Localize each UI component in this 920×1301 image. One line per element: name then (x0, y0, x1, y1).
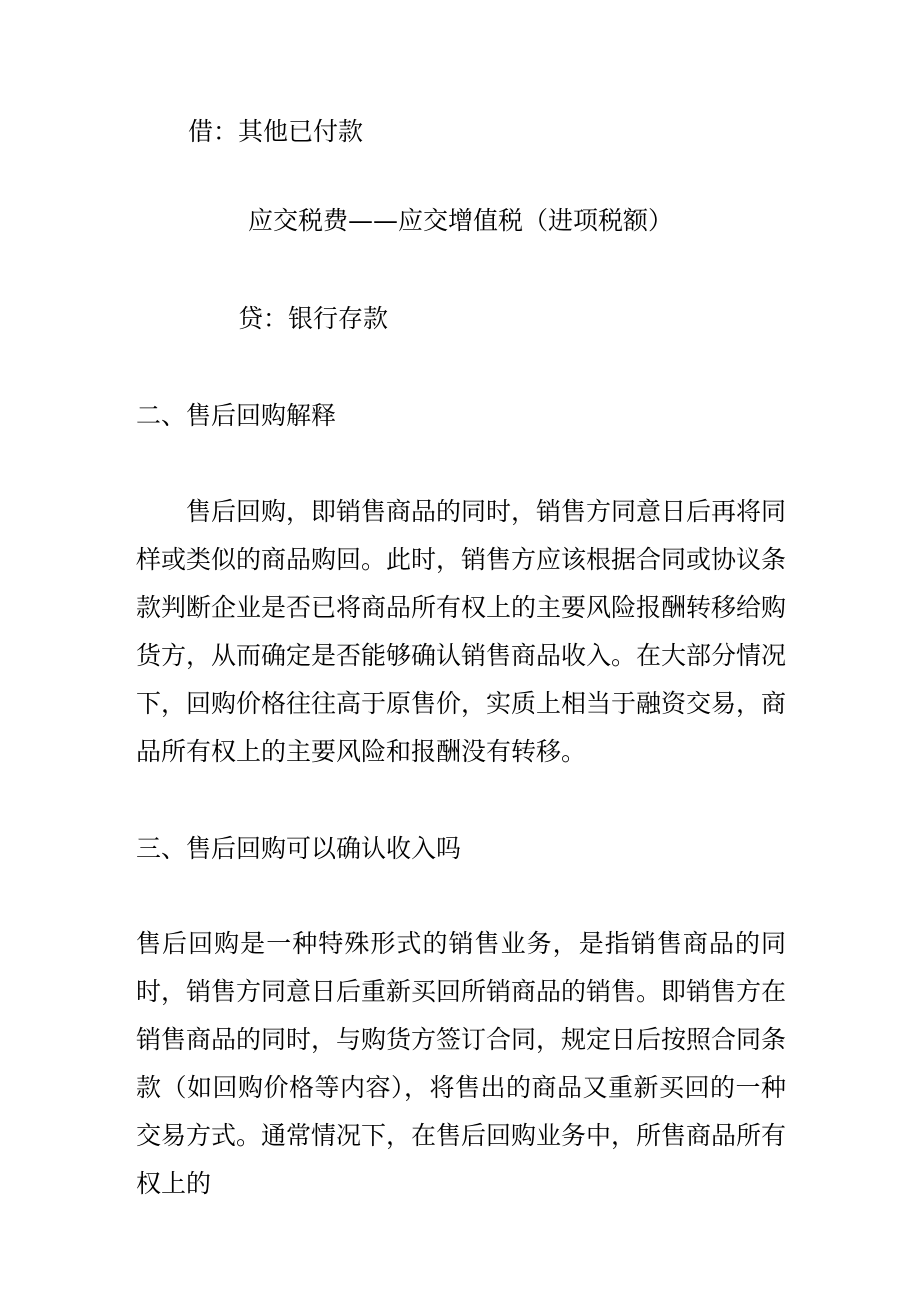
debit-entry-tax-line: 应交税费——应交增值税（进项税额） (248, 206, 674, 235)
section-3-heading: 三、售后回购可以确认收入吗 (136, 834, 462, 863)
section-2-paragraph: 售后回购，即销售商品的同时，销售方同意日后再将同样或类似的商品购回。此时，销售方应该根据合同或协议条款判断企业是否已将商品所有权上的主要风险报酬转移给购货方，从而确定是否能够确认销售商品收入。在大部分情况下，回购价格往往高于原售价，实质上相当于融资交易，商品所有权上的主要风险和报酬没有转移。 (136, 497, 787, 766)
debit-entry-line: 借：其他已付款 (188, 117, 364, 146)
section-2-heading: 二、售后回购解释 (136, 401, 337, 430)
credit-entry-line: 贷：银行存款 (238, 304, 389, 333)
section-3-paragraph: 售后回购是一种特殊形式的销售业务，是指销售商品的同时，销售方同意日后重新买回所销商品的销售。即销售方在销售商品的同时，与购货方签订合同，规定日后按照合同条款（如回购价格等内容），将售出的商品又重新买回的一种交易方式。通常情况下，在售后回购业务中，所售商品所有权上的 (136, 929, 787, 1198)
